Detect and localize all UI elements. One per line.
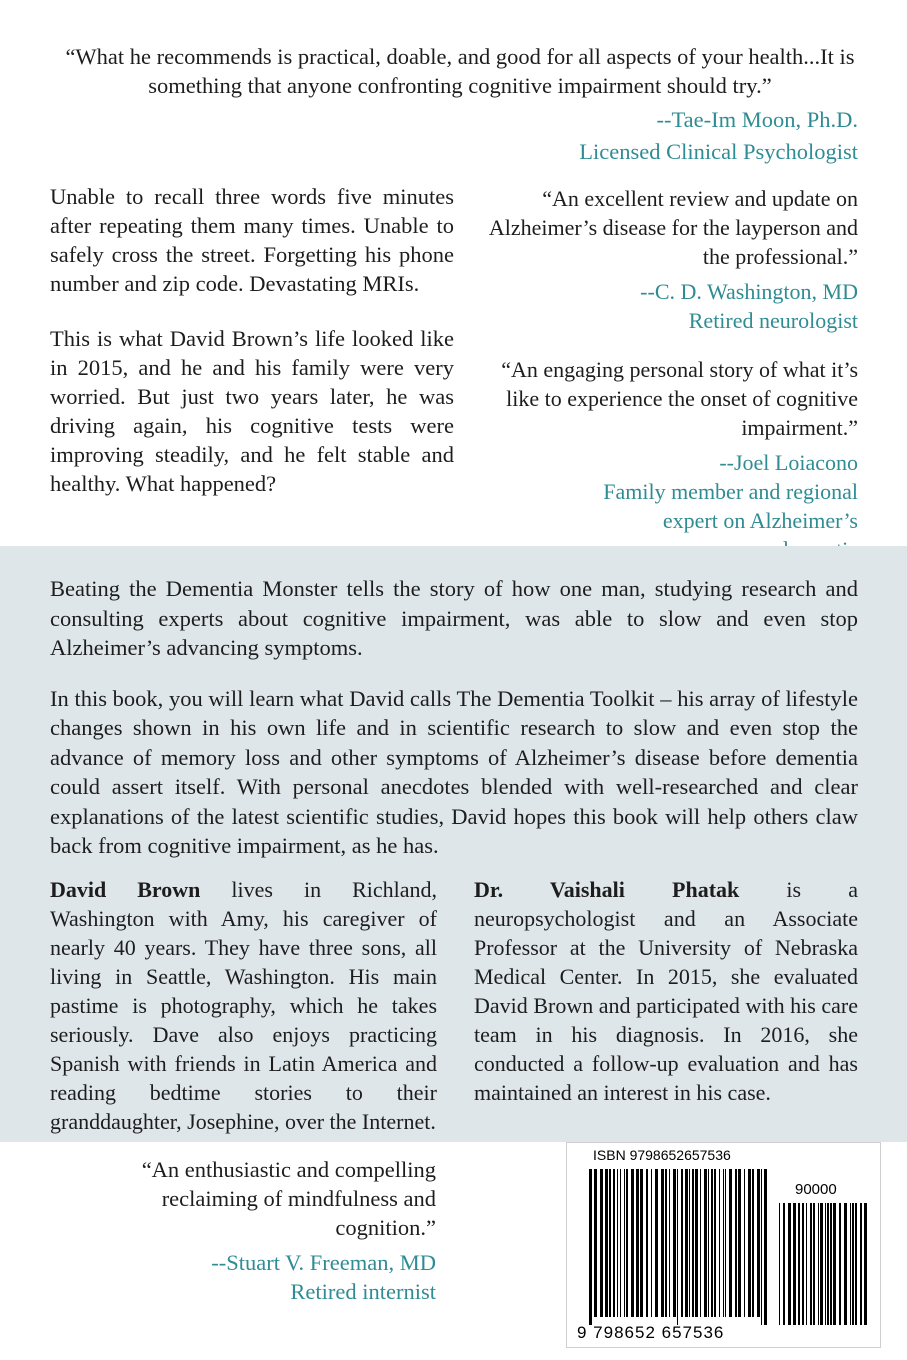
price-code: 90000: [795, 1181, 837, 1198]
barcode-bar: [827, 1203, 829, 1325]
endorsement-column: [480, 184, 858, 564]
barcode-bar: [830, 1203, 832, 1325]
top-quote-role: Licensed Clinical Psychologist: [579, 139, 858, 164]
barcode-bar: [704, 1169, 707, 1317]
barcode-bar: [589, 1169, 592, 1325]
barcode-bar: [793, 1203, 796, 1325]
barcode-bar: [609, 1169, 611, 1317]
bottom-quote-role: Retired internist: [290, 1279, 436, 1304]
barcode-bar: [700, 1169, 701, 1317]
barcode-bar: [594, 1169, 597, 1317]
barcode-digits: 9 798652 657536: [577, 1323, 725, 1342]
barcode-bar: [617, 1169, 618, 1317]
barcode-bar: [636, 1169, 639, 1317]
barcode-bar: [646, 1169, 648, 1317]
barcode-bar: [620, 1169, 621, 1317]
barcode-bar: [806, 1203, 807, 1325]
barcode-bar: [850, 1203, 851, 1325]
barcode-bars: [567, 1143, 880, 1347]
top-quote-author: --Tae-Im Moon, Ph.D.: [656, 107, 858, 132]
barcode-bar: [820, 1203, 823, 1325]
barcode-bar: [725, 1169, 726, 1317]
barcode-bar: [761, 1169, 762, 1325]
endorsement-author-role: Family member and regional expert on Alzheimer’s: [603, 479, 858, 533]
barcode-bar: [655, 1169, 658, 1317]
barcode-bar: [748, 1169, 751, 1317]
barcode-bar: [723, 1169, 724, 1317]
barcode-bar: [631, 1169, 634, 1317]
bottom-quote: [60, 1155, 436, 1306]
bio-text: lives in Richland, Washington with Amy, his caregiver of nearly 40 years. They have three sons, all living in Seattle, Washington. His main pastime is photography, which he takes seriously. Dave also enjoys practicing Spanish with friends in Latin America and reading bedtime stories to their granddaughter, Josephine, over the Internet.: [50, 877, 437, 1134]
barcode-bar: [681, 1169, 683, 1317]
barcode-bar: [695, 1169, 698, 1317]
barcode-bar: [738, 1169, 741, 1317]
barcode-bar: [735, 1169, 737, 1317]
barcode-bar: [752, 1169, 754, 1317]
isbn-barcode: [566, 1142, 881, 1348]
barcode-bar: [685, 1169, 688, 1317]
barcode-bar: [783, 1203, 785, 1325]
barcode-bar: [855, 1203, 857, 1325]
barcode-bar: [833, 1203, 836, 1325]
barcode-bar: [665, 1169, 667, 1317]
bottom-quote-text: “An enthusiastic and compelling reclaiming of mindfulness and cognition.”: [141, 1157, 436, 1240]
endorsement-author-name: --C. D. Washington, MD: [640, 279, 858, 304]
barcode-bar: [825, 1203, 826, 1325]
barcode-bar: [798, 1203, 800, 1325]
barcode-bar: [626, 1169, 628, 1317]
barcode-bar: [818, 1203, 819, 1325]
barcode-bar: [839, 1203, 841, 1325]
barcode-bar: [651, 1169, 652, 1317]
barcode-bar: [852, 1203, 854, 1325]
bio-text: is a neuropsychologist and an Associate Professor at the University of Nebraska Medical Center. In 2015, she evaluated David Brown and participated with his care team in his diagnosis. In 2016, she conducted a follow-up evaluation and has maintained an interest in his case.: [474, 877, 858, 1105]
endorsement-author-name: --Joel Loiacono: [719, 450, 858, 475]
barcode-bar: [779, 1203, 780, 1325]
bottom-quote-author: --Stuart V. Freeman, MD: [211, 1250, 436, 1275]
top-quote-text: “What he recommends is practical, doable, and good for all aspects of your health...It is something that anyone confronting cognitive impairment should try.”: [65, 44, 855, 98]
barcode-bar: [860, 1203, 862, 1325]
isbn-label: ISBN 9798652657536: [593, 1147, 731, 1163]
barcode-bar: [600, 1169, 603, 1317]
barcode-bar: [810, 1203, 812, 1325]
barcode-bar: [744, 1169, 745, 1317]
top-quote: [60, 42, 860, 100]
endorsement-loiacono: [480, 355, 858, 564]
barcode-bar: [689, 1169, 690, 1317]
barcode-bar: [802, 1203, 804, 1325]
endorsement-washington: [480, 184, 858, 335]
intro-paragraph-2: This is what David Brown’s life looked like in 2015, and he and his family were very worried. But just two years later, he was driving again, his cognitive tests were improving steadily, and he felt stable and healthy. What happened?: [50, 326, 454, 496]
description-paragraph-1: Beating the Dementia Monster tells the story of how one man, studying research and consulting experts about cognitive impairment, was able to slow and even stop Alzheimer’s advancing symptoms.: [50, 576, 858, 660]
book-description: [50, 574, 858, 882]
barcode-bar: [640, 1169, 643, 1317]
barcode-bar: [729, 1169, 732, 1317]
bio-name: Dr. Vaishali Phatak: [474, 877, 740, 902]
barcode-bar: [764, 1169, 767, 1325]
barcode-bar: [677, 1169, 678, 1325]
barcode-bar: [788, 1203, 791, 1325]
bio-name: David Brown: [50, 877, 201, 902]
intro-column: [50, 182, 454, 524]
endorsement-text: “An excellent review and update on Alzheimer’s disease for the layperson and the professional.”: [488, 186, 858, 269]
barcode-bar: [757, 1169, 760, 1317]
description-paragraph-2: In this book, you will learn what David calls The Dementia Toolkit – his array of lifestyle changes shown in his own life and in scientific research to slow and even stop the advance of memory loss and other symptoms of Alzheimer’s disease before dementia could assert itself. With personal anecdotes blended with well-researched and clear explanations of the latest scientific studies, David hopes this book will help others claw back from cognitive impairment, as he has.: [50, 685, 858, 858]
barcode-bar: [813, 1203, 815, 1325]
barcode-bar: [692, 1169, 694, 1317]
author-bio-brown: [50, 875, 437, 1136]
barcode-bar: [624, 1169, 625, 1317]
barcode-bar: [844, 1203, 847, 1325]
barcode-bar: [605, 1169, 608, 1317]
barcode-bar: [708, 1169, 709, 1317]
barcode-bar: [613, 1169, 615, 1317]
barcode-bar: [711, 1169, 713, 1317]
barcode-bar: [714, 1169, 716, 1317]
barcode-bar: [661, 1169, 664, 1317]
barcode-bar: [719, 1169, 720, 1317]
endorsement-text: “An engaging personal story of what it’s like to experience the onset of cognitive impairment.”: [501, 357, 858, 440]
endorsement-author: [480, 277, 858, 335]
author-bio-phatak: [474, 875, 858, 1107]
barcode-bar: [669, 1169, 670, 1317]
barcode-bar: [673, 1169, 676, 1317]
endorsement-author-role: Retired neurologist: [688, 308, 858, 333]
barcode-bar: [864, 1203, 867, 1325]
intro-paragraph-1: Unable to recall three words five minutes after repeating them many times. Unable to safely cross the street. Forgetting his phone number and zip code. Devastating MRIs.: [50, 184, 454, 296]
top-quote-attribution: [579, 104, 858, 168]
